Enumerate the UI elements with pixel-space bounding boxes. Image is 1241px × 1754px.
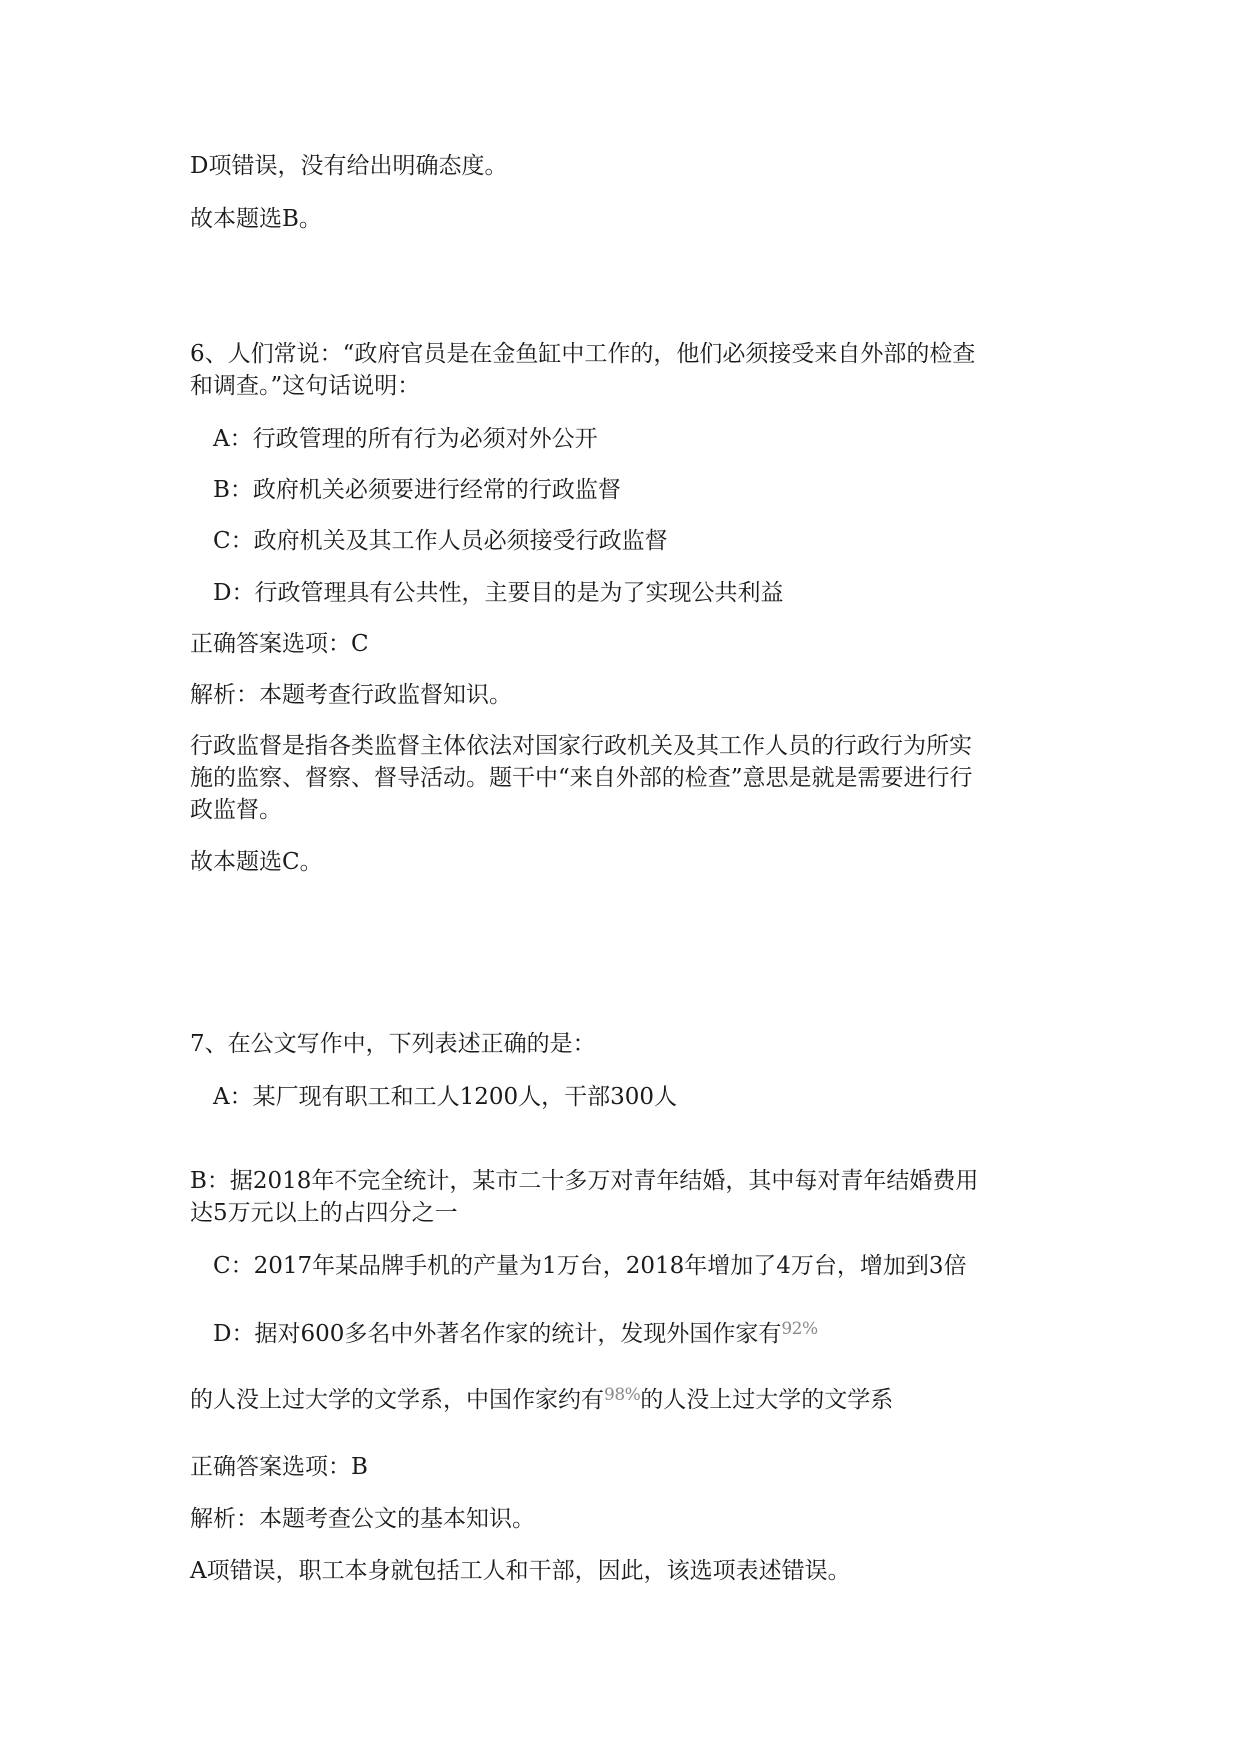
q6-option-a: A：行政管理的所有行为必须对外公开 [213, 426, 598, 452]
q7-answer: 正确答案选项：B [190, 1454, 368, 1480]
q6-option-b: B：政府机关必须要进行经常的行政监督 [213, 477, 621, 503]
q7-option-d-part2: 的人没上过大学的文学系 [640, 1387, 894, 1413]
q6-stem-line2: 和调查。”这句话说明： [190, 373, 421, 399]
q6-analysis: 解析：本题考查行政监督知识。 [190, 682, 512, 708]
q7-option-b-line1: B：据2018年不完全统计，某市二十多万对青年结婚，其中每对青年结婚费用 [190, 1168, 979, 1194]
q7-option-c: C：2017年某品牌手机的产量为1万台，2018年增加了4万台，增加到3倍 [213, 1253, 967, 1279]
q7-option-d-part1: 的人没上过大学的文学系，中国作家约有 [190, 1387, 604, 1413]
q7-option-d-line2 [190, 1384, 893, 1418]
q6-conclusion: 故本题选C。 [190, 849, 323, 875]
q7-option-d-text: D：据对600多名中外著名作家的统计，发现外国作家有 [213, 1321, 782, 1347]
q6-option-d: D：行政管理具有公共性，主要目的是为了实现公共利益 [213, 580, 784, 606]
prev-d-analysis: D项错误，没有给出明确态度。 [190, 153, 508, 179]
q6-stem-line1: 6、人们常说：“政府官员是在金鱼缸中工作的，他们必须接受来自外部的检查 [190, 341, 976, 367]
q6-explain-line3: 政监督。 [190, 797, 282, 823]
q7-option-b-line2: 达5万元以上的占四分之一 [190, 1200, 458, 1226]
q7-stem: 7、在公文写作中，下列表述正确的是： [190, 1031, 596, 1057]
q7-option-d-pct2: 98% [604, 1385, 641, 1405]
q7-a-analysis: A项错误，职工本身就包括工人和干部，因此，该选项表述错误。 [190, 1558, 851, 1584]
q7-option-d-line1 [213, 1318, 818, 1352]
q6-explain-line1: 行政监督是指各类监督主体依法对国家行政机关及其工作人员的行政行为所实 [190, 733, 972, 759]
prev-conclusion: 故本题选B。 [190, 206, 322, 232]
q7-option-a: A：某厂现有职工和工人1200人，干部300人 [213, 1084, 678, 1110]
q6-explain-line2: 施的监察、督察、督导活动。题干中“来自外部的检查”意思是就是需要进行行 [190, 765, 973, 791]
q7-option-d-pct1: 92% [781, 1319, 818, 1339]
q7-analysis: 解析：本题考查公文的基本知识。 [190, 1506, 535, 1532]
q6-answer: 正确答案选项：C [190, 631, 369, 657]
q6-option-c: C：政府机关及其工作人员必须接受行政监督 [213, 528, 668, 554]
